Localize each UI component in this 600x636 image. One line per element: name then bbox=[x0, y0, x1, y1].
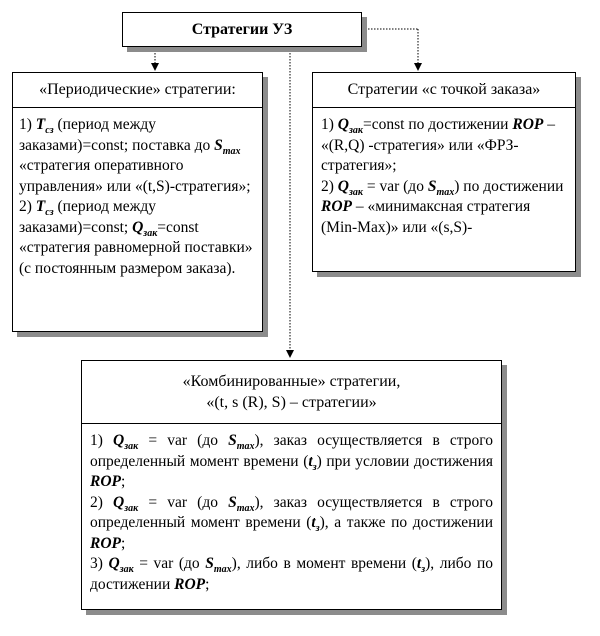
arrow-right-head bbox=[414, 63, 422, 71]
root-node bbox=[122, 12, 362, 47]
root-title: Стратегии УЗ bbox=[191, 20, 293, 38]
combined-title-line-2: «(t, s (R), S) – стратегии» bbox=[206, 394, 377, 411]
order-point-item-2: 2) $Q_{зак}$ = var (до $S_{max}$) по достижении ROP – «минимаксная стратегия (Min-Max)» или «(s,S)- bbox=[321, 177, 564, 236]
combined-strategies-node bbox=[81, 360, 502, 610]
periodic-item-2: 2) $T_{cз}$ (период между заказами)=const; $Q_{зак}=const$ «стратегия равномерной поставки» (с постоянным размером заказа). bbox=[19, 198, 253, 277]
periodic-item-1: 1) $T_{cз}$ (период между заказами)=const; поставка до $S_{max}$ «стратегия оперативного управления» или «(t,S)-стратегия»; bbox=[19, 116, 251, 195]
order-point-item-1: 1) $Q_{зак}=const$ по достижении ROP – «(R,Q) -стратегия» или «ФРЗ-стратегия»; bbox=[321, 116, 555, 174]
combined-item-2: 2) $Q_{зак}$ = var (до $S_{max}$), заказ осуществляется в строго определенный момент времени $(t_з)$, а также по достижении ROP; bbox=[90, 493, 493, 552]
order-point-strategies-node bbox=[312, 72, 576, 272]
periodic-strategies-title: «Периодические» стратегии: bbox=[13, 73, 262, 108]
arrow-center-head bbox=[286, 350, 294, 358]
combined-item-3: 3) $Q_{зак}$ = var (до $S_{max}$), либо в момент времени $(t_з)$, либо по достижении ROP; bbox=[90, 555, 493, 593]
periodic-strategies-body bbox=[19, 115, 256, 279]
order-point-strategies-title: Стратегии «с точкой заказа» bbox=[313, 73, 575, 108]
combined-strategies-body bbox=[90, 431, 493, 595]
combined-strategies-title bbox=[82, 361, 501, 424]
order-point-strategies-body bbox=[321, 115, 569, 238]
periodic-strategies-node bbox=[12, 72, 263, 332]
combined-item-1: 1) $Q_{зак}$ = var (до $S_{max}$), заказ осуществляется в строго определенный момент времени $(t_з)$ при условии достижения ROP; bbox=[90, 432, 493, 490]
arrow-left-head bbox=[151, 63, 159, 71]
combined-title-line-1: «Комбинированные» стратегии, bbox=[182, 373, 401, 390]
